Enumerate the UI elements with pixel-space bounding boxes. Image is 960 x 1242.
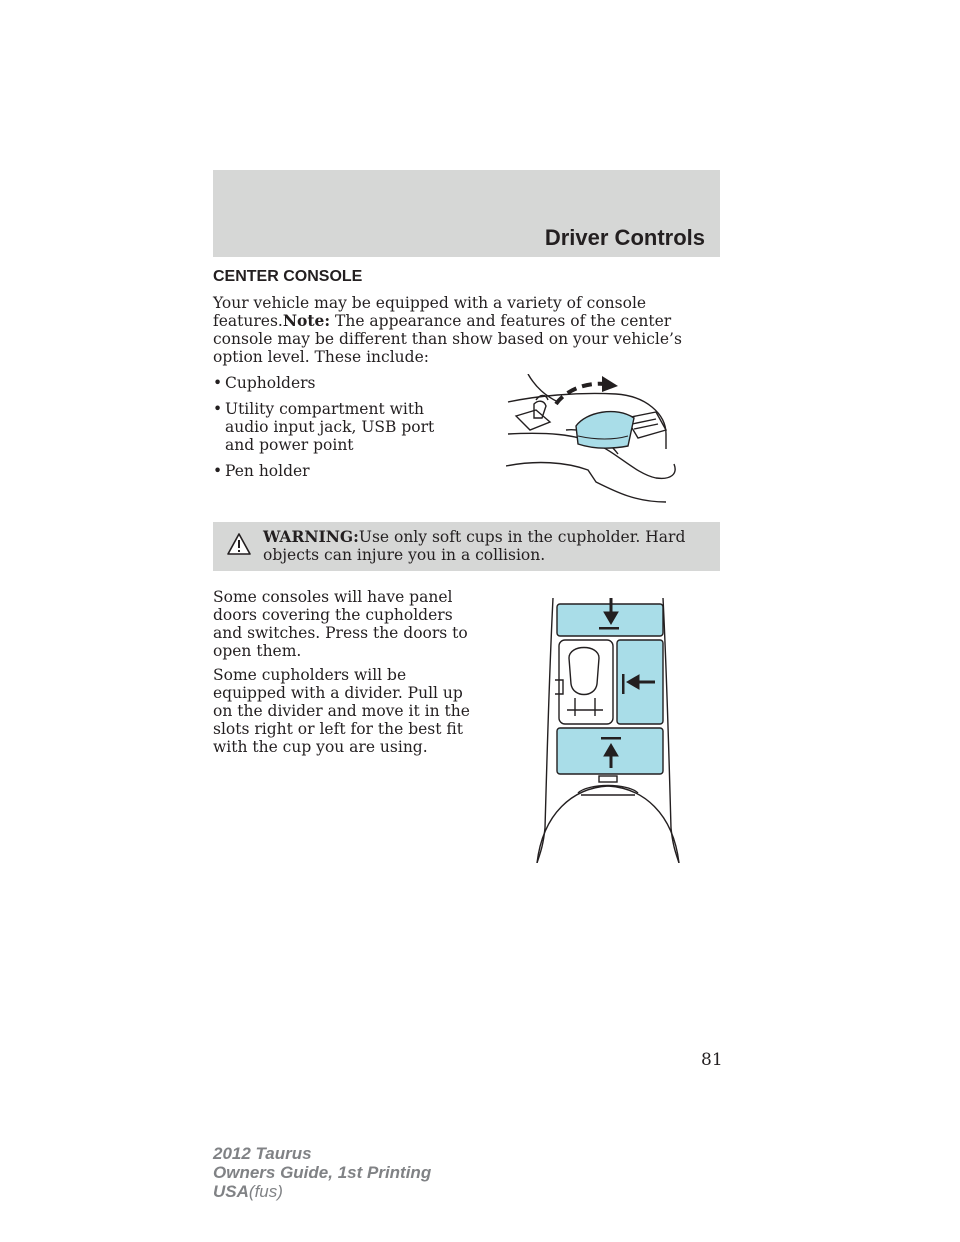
page-number: 81 xyxy=(701,1050,723,1070)
warning-message: Use only soft cups in the cupholder. Hard objects can injure you in a collision. xyxy=(263,528,686,564)
divider-paragraph: Some cupholders will be equipped with a divider. Pull up on the divider and move it in the slots right or left for the best fit with the cup you are using. xyxy=(213,666,470,756)
footer xyxy=(213,1144,431,1201)
list-item xyxy=(213,462,458,480)
page-content xyxy=(213,268,720,756)
warning-text xyxy=(263,528,703,564)
warning-label: WARNING: xyxy=(263,527,359,546)
warning-triangle-icon xyxy=(226,532,252,556)
bullet-icon: • xyxy=(213,400,223,418)
list-item-text: Utility compartment with audio input jack, USB port and power point xyxy=(225,400,435,454)
footer-region: USA xyxy=(213,1182,249,1201)
list-item xyxy=(213,374,458,392)
list-item-text: Cupholders xyxy=(225,374,316,392)
note-label: Note: xyxy=(282,311,331,330)
section-title: Driver Controls xyxy=(544,225,705,250)
bullet-icon: • xyxy=(213,374,223,392)
footer-line-3 xyxy=(213,1182,431,1201)
feature-list xyxy=(213,374,458,480)
cupholder-illustration xyxy=(533,598,683,863)
panel-doors-paragraph: Some consoles will have panel doors covering the cupholders and switches. Press the doors to open them. xyxy=(213,588,468,660)
console-lid-illustration xyxy=(506,374,718,504)
bullet-icon: • xyxy=(213,462,223,480)
note-text: The appearance and features of the center console may be different than show based on your vehicle’s option level. These include: xyxy=(213,312,682,366)
list-item-text: Pen holder xyxy=(225,462,310,480)
section-heading: CENTER CONSOLE xyxy=(213,268,363,285)
list-item xyxy=(213,400,458,454)
footer-line-1: 2012 Taurus xyxy=(213,1144,312,1163)
intro-paragraph xyxy=(213,294,720,366)
footer-code: (fus) xyxy=(248,1182,283,1201)
footer-line-2: Owners Guide, 1st Printing xyxy=(213,1163,432,1182)
intro-text: Your vehicle may be equipped with a variety of console features. xyxy=(213,294,647,330)
header-band xyxy=(213,170,720,257)
warning-box xyxy=(213,522,720,571)
